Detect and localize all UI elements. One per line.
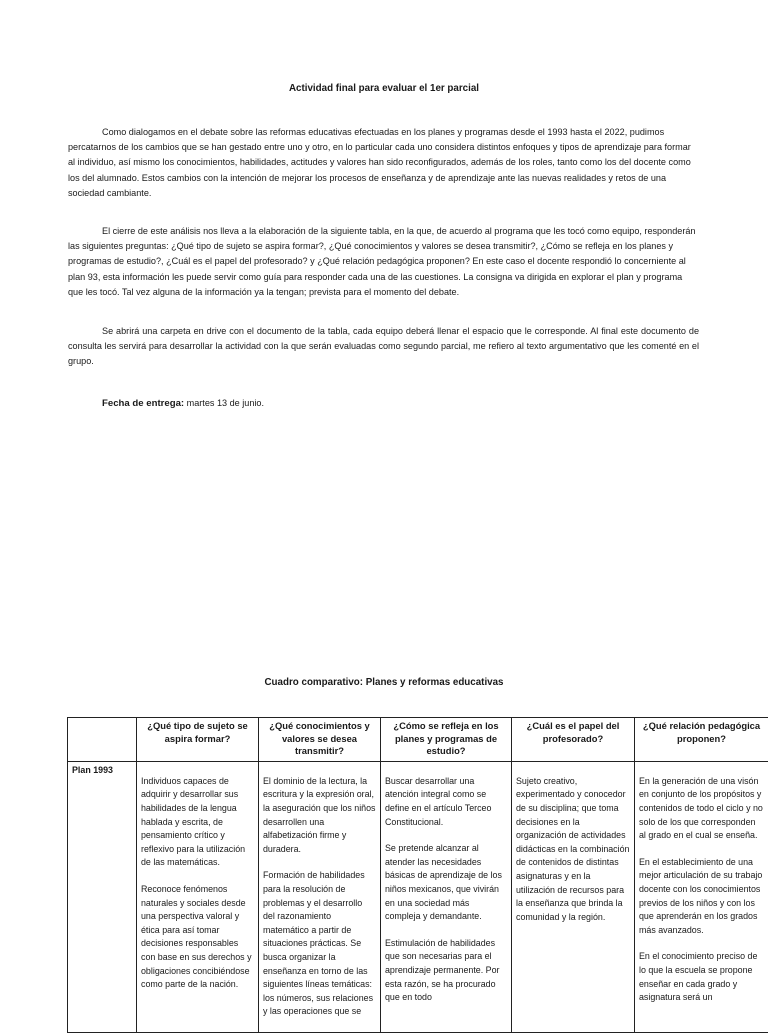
intro-paragraph: Como dialogamos en el debate sobre las reformas educativas efectuadas en los planes y programas desde el 1993 hasta el 2022, pudimos percatarnos de los cambios que se han gestado entre uno y otro, en lo particular cada uno considera distintos enfoques y tipos de aprendizaje para formar al individuo, así mismo los conocimientos, habilidades, actitudes y valores han sido reconfigurados, además de los roles, tanto como los del docente como los del alumnado. Estos cambios con la intención de mejorar los procesos de enseñanza y de aprendizaje ante las nuevas realidades y retos de una sociedad cambiante.: [68, 125, 699, 201]
cell-paragraph: Reconoce fenómenos naturales y sociales desde una perspectiva valoral y ética para así tomar decisiones responsables con base en sus derechos y obligaciones concibiéndose como parte de la nación.: [141, 883, 254, 992]
cell-paragraph: Individuos capaces de adquirir y desarrollar sus habilidades de la lengua hablada y escrita, de pensamiento crítico y reflexivo para la utilización de las matemáticas.: [141, 775, 254, 870]
header-corner: [68, 718, 137, 762]
cell-paragraph: En el conocimiento preciso de lo que la escuela se propone enseñar en cada grado y asignatura será un: [639, 950, 764, 1004]
table-row-plan-1993: [68, 761, 768, 1032]
cell-paragraph: Buscar desarrollar una atención integral como se define en el artículo Terceo Constitucional.: [385, 775, 507, 829]
due-date-line: [102, 398, 264, 409]
header-pedagogy: ¿Qué relación pedagógica proponen?: [635, 718, 768, 762]
due-date-value: martes 13 de junio.: [184, 398, 264, 408]
cell-subject: [137, 761, 259, 1032]
cell-paragraph: Estimulación de habilidades que son necesarias para el aprendizaje permanente. Por esta razón, se ha procurado que en todo: [385, 937, 507, 1005]
table-title: Cuadro comparativo: Planes y reformas educativas: [0, 677, 768, 688]
comparison-table: [67, 717, 768, 1033]
header-teacher-role: ¿Cuál es el papel del profesorado?: [512, 718, 635, 762]
cell-paragraph: Se pretende alcanzar al atender las necesidades básicas de aprendizaje de los niños mexicanos, que vivirán en una sociedad más compleja y demandante.: [385, 842, 507, 924]
header-knowledge: ¿Qué conocimientos y valores se desea transmitir?: [259, 718, 381, 762]
cell-paragraph: En el establecimiento de una mejor articulación de su trabajo docente con los conocimientos previos de los niños y con los que aprenderán en los grados más avanzados.: [639, 856, 764, 938]
cell-paragraph: El dominio de la lectura, la escritura y la expresión oral, la aseguración que los niños desarrollen una alfabetización firme y duradera.: [263, 775, 376, 857]
header-subject: ¿Qué tipo de sujeto se aspira formar?: [137, 718, 259, 762]
cell-teacher-role: [512, 761, 635, 1032]
cell-paragraph: En la generación de una visón en conjunto de los propósitos y contenidos de todo el ciclo y no solo de los que corresponden al grado en el cual se enseña.: [639, 775, 764, 843]
cell-reflection: [381, 761, 512, 1032]
cell-knowledge: [259, 761, 381, 1032]
instructions-paragraph: El cierre de este análisis nos lleva a la elaboración de la siguiente tabla, en la que, de acuerdo al programa que les tocó como equipo, responderán las siguientes preguntas: ¿Qué tipo de sujeto se aspira formar?, ¿Qué conocimientos y valores se desea transmitir?, ¿Cómo se refleja en los planes y programas de estudio?, ¿Cuál es el papel del profesorado? y ¿Qué relación pedagógica proponen? En este caso el docente respondió lo concerniente al plan 93, esta información les puede servir como guía para responder cada una de las cuestiones. La consigna va dirigida en explorar el plan y programa que les tocó. Tal vez alguna de la información ya la tengan; prevista para el momento del debate.: [68, 224, 699, 300]
document-title: Actividad final para evaluar el 1er parcial: [0, 83, 768, 94]
table-header-row: [68, 718, 768, 762]
cell-paragraph: Formación de habilidades para la resolución de problemas y el desarrollo del razonamiento matemático a partir de situaciones prácticas. Se busca organizar la enseñanza en torno de las siguientes líneas temáticas: los números, sus relaciones y las operaciones que se: [263, 869, 376, 1019]
due-date-label: Fecha de entrega:: [102, 398, 184, 409]
row-label: Plan 1993: [68, 761, 137, 1032]
header-reflection: ¿Cómo se refleja en los planes y programas de estudio?: [381, 718, 512, 762]
drive-paragraph: Se abrirá una carpeta en drive con el documento de la tabla, cada equipo deberá llenar el espacio que le corresponde. Al final este documento de consulta les servirá para desarrollar la actividad con la que serán evaluadas como segundo parcial, me refiero al texto argumentativo que les comenté en el grupo.: [68, 324, 699, 370]
cell-pedagogy: [635, 761, 768, 1032]
cell-paragraph: Sujeto creativo, experimentado y conocedor de su disciplina; que toma decisiones en la organización de actividades didácticas en la combinación de contenidos de distintas asignaturas y en la utilización de recursos para la enseñanza que brinda la comunidad y la región.: [516, 775, 630, 925]
